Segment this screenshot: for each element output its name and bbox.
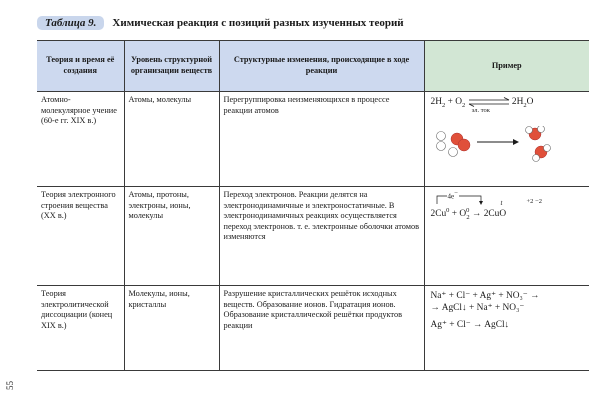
header-theory: Теория и время её создания bbox=[37, 41, 124, 92]
formula-part: O bbox=[526, 97, 534, 107]
formula-sub: 2 bbox=[523, 101, 527, 109]
molecule-illustration bbox=[431, 126, 584, 166]
page-number: 55 bbox=[5, 381, 15, 390]
table-row bbox=[37, 187, 589, 286]
formula-sub: 2 bbox=[441, 101, 446, 109]
condition-label: t bbox=[500, 199, 503, 207]
oxidation-states: +2 −2 bbox=[526, 198, 542, 205]
formula-part: 2H bbox=[430, 97, 442, 107]
formula-part: 2H bbox=[511, 97, 524, 107]
reaction-theories-table bbox=[37, 40, 589, 371]
formula-sub: 2 bbox=[466, 214, 470, 221]
cell-level: Молекулы, ионы, кристаллы bbox=[124, 286, 219, 371]
molecule-model-icon bbox=[431, 126, 561, 166]
table-row bbox=[37, 92, 589, 187]
cell-theory: Атомно-молекулярное учение (60-е гг. XIX в.) bbox=[37, 92, 124, 187]
header-change: Структурные изменения, происходящие в ходе реакции bbox=[219, 41, 424, 92]
formula-part: + O bbox=[445, 97, 462, 107]
cell-theory: Теория электролитической диссоциации (конец XIX в.) bbox=[37, 286, 124, 371]
table-number: Таблица 9. bbox=[37, 16, 104, 30]
electron-sup: − bbox=[454, 190, 458, 197]
ionic-equation-full-cont: → AgCl↓ + Na⁺ + NO₃⁻ bbox=[430, 303, 525, 314]
electron-transfer-arc-icon bbox=[435, 191, 495, 205]
formula-sub: 2 bbox=[461, 101, 466, 109]
formula-part: + O bbox=[449, 209, 467, 220]
equation-copper-oxidation bbox=[431, 191, 584, 231]
header-row bbox=[37, 41, 589, 92]
cell-example bbox=[424, 92, 589, 187]
arrow-right-icon: → bbox=[471, 209, 482, 220]
equation-line bbox=[431, 207, 507, 222]
electron-count bbox=[447, 190, 459, 201]
table-row bbox=[37, 286, 589, 371]
electron-label: 4e bbox=[447, 192, 455, 201]
cell-example bbox=[424, 187, 589, 286]
formula-part: 2CuO bbox=[483, 209, 507, 220]
formula-part: 2Cu bbox=[430, 209, 447, 220]
ionic-equation-full: Na⁺ + Cl⁻ + Ag⁺ + NO₃⁻ → bbox=[430, 291, 540, 301]
cell-example bbox=[424, 286, 589, 371]
table-title: Химическая реакция с позиций разных изученных теорий bbox=[112, 17, 404, 29]
header-level: Уровень структурной организации веществ bbox=[124, 41, 219, 92]
table-caption bbox=[37, 14, 404, 32]
cell-change: Переход электронов. Реакции делятся на электронодинамичные и электроностатичные. В электронодинамичных реакциях осуществляется переход электронов. т. е. электронные оболочки атомов изменяются bbox=[219, 187, 424, 286]
formula-sup: 0 bbox=[466, 207, 470, 214]
formula-sup: 0 bbox=[446, 207, 450, 214]
arrow-label: эл. ток bbox=[471, 106, 490, 114]
cell-theory: Теория электронного строения вещества (XX в.) bbox=[37, 187, 124, 286]
cell-change: Разрушение кристаллических решёток исходных веществ. Образование ионов. Гидратация ионов. Образование кристаллической решётки продуктов реакции bbox=[219, 286, 424, 371]
equation-water-synthesis bbox=[431, 96, 584, 118]
equilibrium-arrow-icon bbox=[468, 97, 510, 114]
ionic-equation-short: Ag⁺ + Cl⁻ → AgCl↓ bbox=[430, 320, 510, 331]
cell-change: Перегруппировка неизменяющихся в процессе реакции атомов bbox=[219, 92, 424, 187]
header-example: Пример bbox=[424, 41, 589, 92]
cell-level: Атомы, протоны, электроны, ионы, молекулы bbox=[124, 187, 219, 286]
cell-level: Атомы, молекулы bbox=[124, 92, 219, 187]
